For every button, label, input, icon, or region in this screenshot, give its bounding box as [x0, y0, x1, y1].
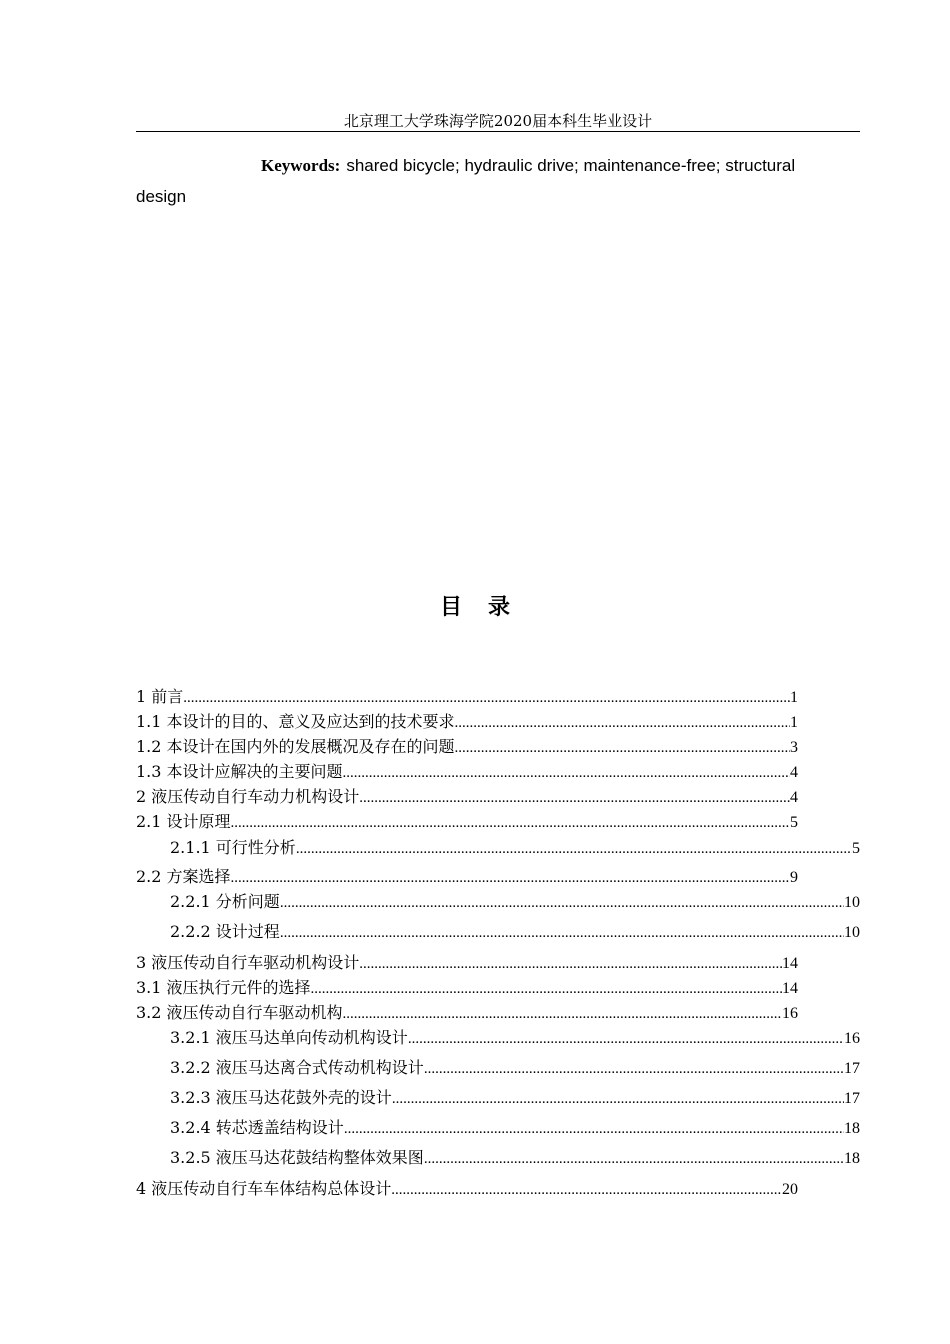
toc-entry-page: 14	[782, 955, 798, 972]
toc-entry-page: 4	[790, 789, 798, 806]
toc-entry[interactable]	[170, 837, 860, 860]
toc-leader-dots	[311, 978, 782, 1000]
toc-entry-page: 18	[844, 1120, 860, 1137]
toc-leader-dots	[391, 1179, 782, 1201]
toc-entry-title: 4 液压传动自行车车体结构总体设计	[136, 1179, 392, 1198]
toc-entry[interactable]	[170, 891, 860, 914]
toc-entry-page: 5	[790, 814, 798, 831]
toc-leader-dots	[296, 838, 852, 860]
toc-entry[interactable]	[136, 952, 798, 975]
keywords-paragraph	[136, 150, 836, 212]
toc-leader-dots	[280, 922, 844, 944]
toc-entry-title: 3.2.3 液压马达花鼓外壳的设计	[170, 1088, 392, 1107]
toc-entry-title: 3.2.2 液压马达离合式传动机构设计	[170, 1058, 424, 1077]
toc-entry-title: 3.2.5 液压马达花鼓结构整体效果图	[170, 1148, 424, 1167]
toc-leader-dots	[455, 712, 790, 734]
toc-leader-dots	[231, 812, 790, 834]
toc-entry-page: 20	[782, 1181, 798, 1198]
keywords-text: shared bicycle; hydraulic drive; maintenance-free; structural design	[136, 156, 796, 206]
toc-entry[interactable]	[136, 1002, 798, 1025]
toc-entry-page: 1	[790, 714, 798, 731]
toc-entry[interactable]	[170, 1117, 860, 1140]
toc-entry-page: 9	[790, 869, 798, 886]
toc-entry[interactable]	[170, 1087, 860, 1110]
toc-entry-page: 3	[790, 739, 798, 756]
toc-leader-dots	[424, 1058, 844, 1080]
toc-entry[interactable]	[136, 711, 798, 734]
toc-entry-title: 2.2.1 分析问题	[170, 892, 280, 911]
toc-entry[interactable]	[136, 977, 798, 1000]
toc-entry-title: 1 前言	[136, 687, 184, 706]
toc-entry-page: 17	[844, 1090, 860, 1107]
toc-entry[interactable]	[170, 921, 860, 944]
toc-entry-title: 3.1 液压执行元件的选择	[136, 978, 311, 997]
toc-entry[interactable]	[170, 1057, 860, 1080]
toc-leader-dots	[455, 737, 790, 759]
toc-leader-dots	[344, 1118, 844, 1140]
toc-entry[interactable]	[136, 736, 798, 759]
toc-entry-title: 3.2.4 转芯透盖结构设计	[170, 1118, 344, 1137]
toc-entry[interactable]	[136, 786, 798, 809]
toc-entry-title: 2.1.1 可行性分析	[170, 838, 296, 857]
toc-entry-title: 3 液压传动自行车驱动机构设计	[136, 953, 360, 972]
toc-entry[interactable]	[136, 686, 798, 709]
toc-leader-dots	[183, 687, 790, 709]
toc-leader-dots	[392, 1088, 844, 1110]
toc-entry-title: 1.2 本设计在国内外的发展概况及存在的问题	[136, 737, 455, 756]
toc-entry-page: 17	[844, 1060, 860, 1077]
toc-entry-page: 10	[844, 924, 860, 941]
toc-leader-dots	[408, 1028, 844, 1050]
toc-title: 目录	[439, 594, 536, 620]
toc-entry[interactable]	[136, 866, 798, 889]
toc-leader-dots	[359, 787, 790, 809]
toc-entry[interactable]	[170, 1027, 860, 1050]
toc-entry-title: 1.3 本设计应解决的主要问题	[136, 762, 343, 781]
toc-entry-title: 2 液压传动自行车动力机构设计	[136, 787, 360, 806]
toc-entry-title: 2.2.2 设计过程	[170, 922, 280, 941]
toc-entry-title: 3.2.1 液压马达单向传动机构设计	[170, 1028, 408, 1047]
toc-leader-dots	[343, 1003, 782, 1025]
toc-entry[interactable]	[136, 811, 798, 834]
keywords-label: Keywords:	[261, 156, 341, 175]
toc-entry-page: 14	[782, 980, 798, 997]
toc-leader-dots	[343, 762, 790, 784]
toc-entry[interactable]	[170, 1147, 860, 1170]
toc-entry-title: 3.2 液压传动自行车驱动机构	[136, 1003, 343, 1022]
toc-entry-page: 5	[852, 840, 860, 857]
toc-entry-title: 2.2 方案选择	[136, 867, 231, 886]
toc-leader-dots	[424, 1148, 844, 1170]
toc-entry[interactable]	[136, 1178, 798, 1201]
toc-leader-dots	[359, 953, 782, 975]
toc-entry[interactable]	[136, 761, 798, 784]
toc-entry-page: 4	[790, 764, 798, 781]
toc-entry-title: 1.1 本设计的目的、意义及应达到的技术要求	[136, 712, 455, 731]
toc-entry-page: 1	[790, 689, 798, 706]
toc-leader-dots	[280, 892, 844, 914]
toc-entry-title: 2.1 设计原理	[136, 812, 231, 831]
page-header: 北京理工大学珠海学院2020届本科生毕业设计	[343, 112, 653, 130]
toc-entry-page: 18	[844, 1150, 860, 1167]
toc-entry-page: 10	[844, 894, 860, 911]
toc-leader-dots	[231, 867, 790, 889]
header-rule	[136, 131, 860, 132]
toc-entry-page: 16	[844, 1030, 860, 1047]
toc-entry-page: 16	[782, 1005, 798, 1022]
